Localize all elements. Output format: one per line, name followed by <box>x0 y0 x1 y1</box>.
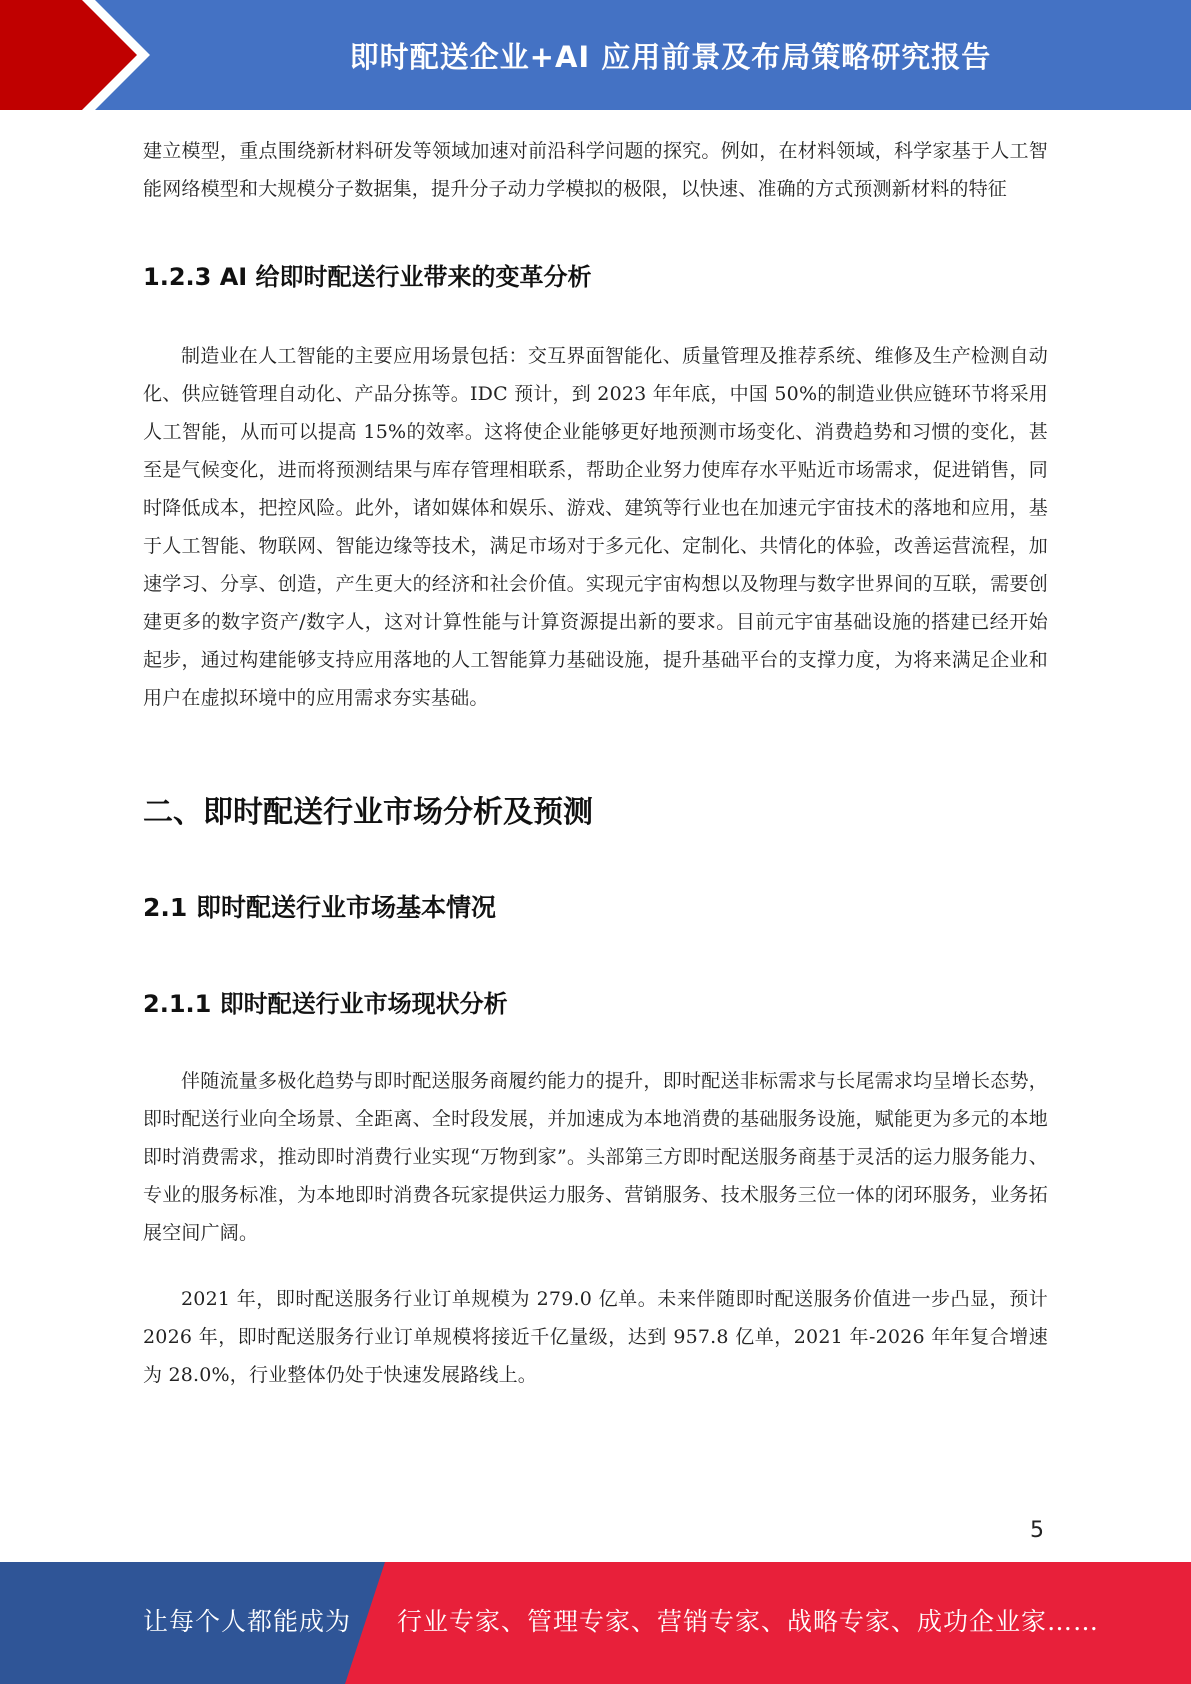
header-title: 即时配送企业+AI 应用前景及布局策略研究报告 <box>349 39 992 74</box>
footer-slogan-left: 让每个人都能成为 <box>143 1607 352 1636</box>
main-content <box>143 132 1048 1394</box>
footer-slogan-right: 行业专家、管理专家、营销专家、战略专家、成功企业家…… <box>397 1607 1100 1636</box>
page-header <box>0 0 1191 110</box>
section-heading-2-1: 2.1 即时配送行业市场基本情况 <box>143 893 496 922</box>
paragraph-continued: 建立模型，重点围绕新材料研发等领域加速对前沿科学问题的探究。例如，在材料领域，科学家基于人工智能网络模型和大规模分子数据集，提升分子动力学模拟的极限，以快速、准确的方式预测新材料的特征 <box>143 140 1048 200</box>
chapter-heading-2: 二、即时配送行业市场分析及预测 <box>143 795 593 830</box>
paragraph-market-status: 伴随流量多极化趋势与即时配送服务商履约能力的提升，即时配送非标需求与长尾需求均呈增长态势，即时配送行业向全场景、全距离、全时段发展，并加速成为本地消费的基础服务设施，赋能更为多元的本地即时消费需求，推动即时消费行业实现“万物到家”。头部第三方即时配送服务商基于灵活的运力服务能力、专业的服务标准，为本地即时消费各玩家提供运力服务、营销服务、技术服务三位一体的闭环服务，业务拓展空间广阔。 <box>143 1070 1048 1244</box>
section-heading-2-1-1: 2.1.1 即时配送行业市场现状分析 <box>143 990 508 1018</box>
header-arrow-decoration <box>0 0 160 110</box>
page-number: 5 <box>1030 1518 1044 1543</box>
page-footer <box>0 1562 1191 1684</box>
paragraph-ai-manufacturing: 制造业在人工智能的主要应用场景包括：交互界面智能化、质量管理及推荐系统、维修及生产检测自动化、供应链管理自动化、产品分拣等。IDC 预计，到 2023 年年底，中国 50%的制造业供应链环节将采用人工智能，从而可以提高 15%的效率。这将使企业能够更好地预测市场变化、消费趋势和习惯的变化，甚至是气候变化，进而将预测结果与库存管理相联系，帮助企业努力使库存水平贴近市场需求，促进销售，同时降低成本，把控风险。此外，诸如媒体和娱乐、游戏、建筑等行业也在加速元宇宙技术的落地和应用，基于人工智能、物联网、智能边缘等技术，满足市场对于多元化、定制化、共情化的体验，改善运营流程，加速学习、分享、创造，产生更大的经济和社会价值。实现元宇宙构想以及物理与数字世界间的互联，需要创建更多的数字资产/数字人，这对计算性能与计算资源提出新的要求。目前元宇宙基础设施的搭建已经开始起步，通过构建能够支持应用落地的人工智能算力基础设施，提升基础平台的支撑力度，为将来满足企业和用户在虚拟环境中的应用需求夯实基础。 <box>143 345 1048 709</box>
paragraph-order-scale: 2021 年，即时配送服务行业订单规模为 279.0 亿单。未来伴随即时配送服务价值进一步凸显，预计 2026 年，即时配送服务行业订单规模将接近千亿量级，达到 957.8 亿单，2021 年-2026 年年复合增速为 28.0%，行业整体仍处于快速发展路线上。 <box>143 1288 1048 1386</box>
section-heading-1-2-3: 1.2.3 AI 给即时配送行业带来的变革分析 <box>143 263 592 291</box>
